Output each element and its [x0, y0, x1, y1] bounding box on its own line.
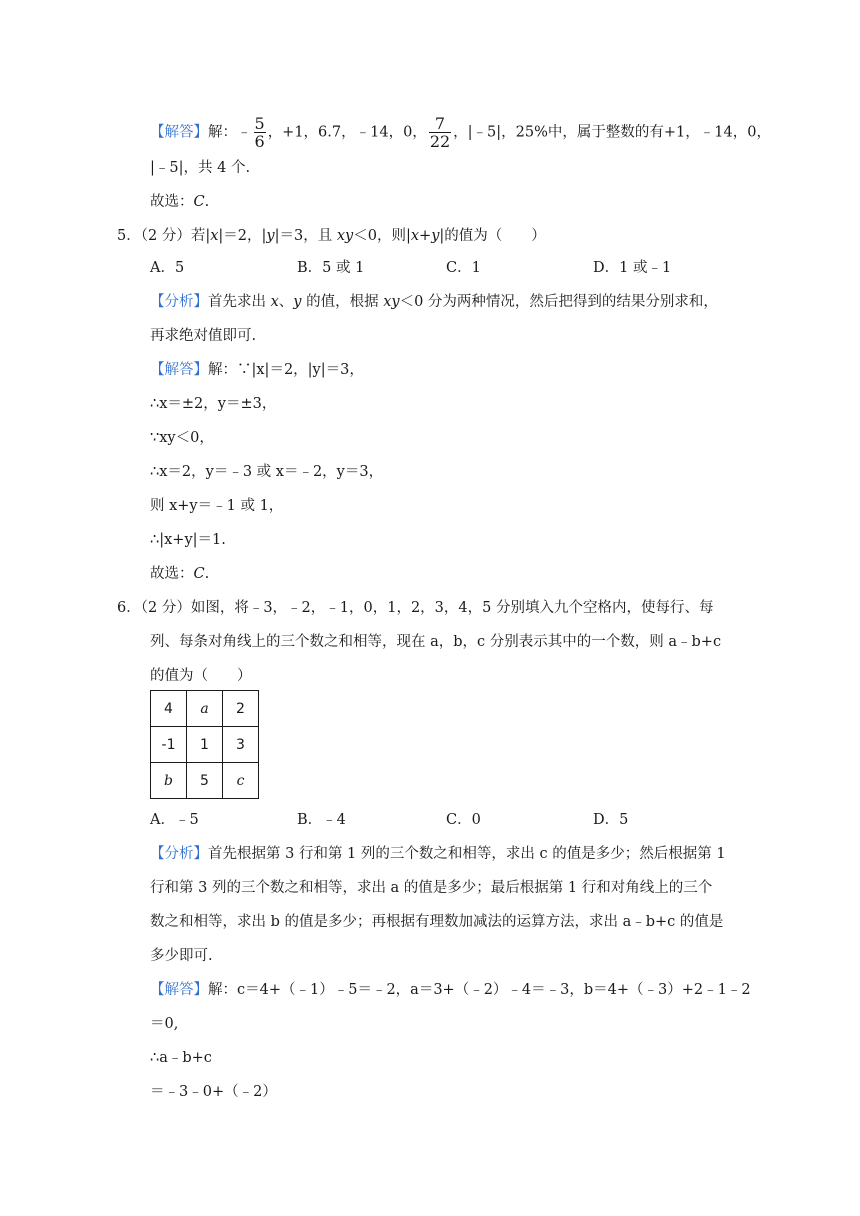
choose-letter: C	[193, 194, 205, 210]
analysis-5-line1	[150, 292, 718, 312]
stem-part: （2 分）如图，将﹣3，﹣2，﹣1，0，1，2，3，4，5 分别填入九个空格内，使每行、每	[140, 600, 714, 616]
question-5-stem	[117, 226, 546, 246]
analysis-part: 首先求出	[208, 294, 271, 310]
stem-part: |＝3，且	[274, 228, 337, 244]
question-6-stem-line1	[117, 598, 713, 618]
analysis-part: 首先根据第 3 行和第 1 列的三个数之和相等，求出 c 的值是多少；然后根据第 1	[208, 846, 726, 862]
option-c: C．1	[446, 260, 481, 276]
analysis-6-line3: 数之和相等，求出 b 的值是多少；再根据有理数加减法的运算方法，求出 a﹣b+c 的值是	[150, 914, 724, 930]
var-x: x	[270, 294, 279, 310]
answer-tag: 【解答】	[150, 982, 208, 998]
fraction-numerator: 5	[254, 114, 265, 133]
fraction-denominator: 22	[429, 132, 451, 151]
fraction-denominator: 6	[254, 132, 265, 151]
grid-cell: 3	[223, 727, 259, 763]
choose-prefix: 故选：	[150, 194, 194, 210]
number-list-middle: ，+1，6.7，﹣14，0，	[267, 124, 427, 141]
option-b: B．5 或 1	[297, 260, 365, 276]
solution-step: 解：c＝4+（﹣1）﹣5＝﹣2，a＝3+（﹣2）﹣4＝﹣3，b＝4+（﹣3）+2﹣1﹣2	[208, 982, 751, 998]
solution-step-2: ∴x＝±2，y＝±3，	[150, 396, 277, 412]
answer-4-line2: |﹣5|，共 4 个.	[150, 160, 251, 176]
option-b: B．﹣4	[297, 812, 346, 828]
grid-cell: -1	[151, 727, 187, 763]
var-y: y	[431, 228, 440, 244]
analysis-tag: 【分析】	[150, 846, 208, 862]
option-a: A．﹣5	[150, 812, 199, 828]
grid-row	[151, 691, 259, 727]
choose-suffix: .	[204, 194, 210, 210]
minus-sign: ﹣	[237, 124, 252, 141]
grid-cell: a	[187, 691, 223, 727]
analysis-tag: 【分析】	[150, 294, 208, 310]
magic-square-grid	[150, 690, 259, 799]
answer-5-line1	[150, 360, 364, 380]
answer-tag: 【解答】	[150, 124, 208, 141]
choose-prefix: 故选：	[150, 566, 194, 582]
solution-step-4: ＝﹣3﹣0+（﹣2）	[150, 1084, 277, 1100]
analysis-part: ＜0 分为两种情况，然后把得到的结果分别求和，	[399, 294, 718, 310]
option-d: D．5	[593, 812, 629, 828]
var-xy: xy	[383, 294, 400, 310]
solution-step-3: ∵xy＜0，	[150, 430, 214, 446]
solution-step-2: ＝0,	[150, 1016, 179, 1032]
stem-part: （2 分）若|	[140, 228, 211, 244]
number-list-tail: ，|﹣5|，25%中，属于整数的有+1，﹣14，0，	[453, 124, 771, 141]
solution-step-6: ∴|x+y|＝1.	[150, 532, 226, 548]
analysis-6-line4: 多少即可.	[150, 948, 213, 964]
fraction-seven-22	[429, 115, 451, 150]
fraction-numerator: 7	[434, 114, 446, 133]
stem-part: |＝2，|	[218, 228, 267, 244]
option-a: A．5	[150, 260, 185, 276]
question-number: 6．	[117, 600, 141, 616]
var-x: x	[210, 228, 219, 244]
analysis-5-line2: 再求绝对值即可.	[150, 328, 257, 344]
answer-4-line1	[150, 115, 771, 150]
choose-suffix: .	[204, 566, 210, 582]
answer-4-choose	[150, 192, 209, 212]
grid-cell: 4	[151, 691, 187, 727]
solution-step-3: ∴a﹣b+c	[150, 1050, 212, 1066]
solution-step: 解：∵|x|＝2，|y|＝3，	[208, 362, 364, 378]
option-c: C．0	[446, 812, 481, 828]
stem-part: ＜0，则|	[353, 228, 411, 244]
question-6-stem-line2: 列、每条对角线上的三个数之和相等，现在 a，b，c 分别表示其中的一个数，则 a﹣b+c	[150, 634, 722, 650]
answer-5-choose	[150, 564, 209, 584]
stem-part: |的值为（ ）	[439, 228, 546, 244]
var-xy: xy	[336, 228, 354, 244]
analysis-part: 、	[278, 294, 294, 310]
grid-cell: 2	[223, 691, 259, 727]
grid-row	[151, 727, 259, 763]
plus-sign: +	[419, 228, 432, 244]
var-y: y	[293, 294, 302, 310]
choose-letter: C	[193, 566, 205, 582]
question-number: 5．	[117, 228, 141, 244]
answer-prefix: 解：	[208, 124, 237, 141]
solution-step-4: ∴x＝2，y＝﹣3 或 x＝﹣2，y＝3，	[150, 464, 384, 480]
fraction-five-sixths	[254, 115, 266, 150]
grid-cell: 1	[187, 727, 223, 763]
grid-cell: c	[223, 763, 259, 799]
grid-row	[151, 763, 259, 799]
answer-6-line1	[150, 980, 751, 1000]
analysis-part: 的值，根据	[301, 294, 384, 310]
analysis-6-line2: 行和第 3 列的三个数之和相等，求出 a 的值是多少；最后根据第 1 行和对角线上的三个	[150, 880, 713, 896]
answer-tag: 【解答】	[150, 362, 208, 378]
var-x: x	[410, 228, 420, 244]
question-6-stem-line3: 的值为（ ）	[150, 668, 252, 684]
option-d: D．1 或﹣1	[593, 260, 672, 276]
solution-step-5: 则 x+y＝﹣1 或 1，	[150, 498, 284, 514]
analysis-6-line1	[150, 844, 726, 864]
grid-cell: 5	[187, 763, 223, 799]
var-y: y	[266, 228, 275, 244]
grid-cell: b	[151, 763, 187, 799]
